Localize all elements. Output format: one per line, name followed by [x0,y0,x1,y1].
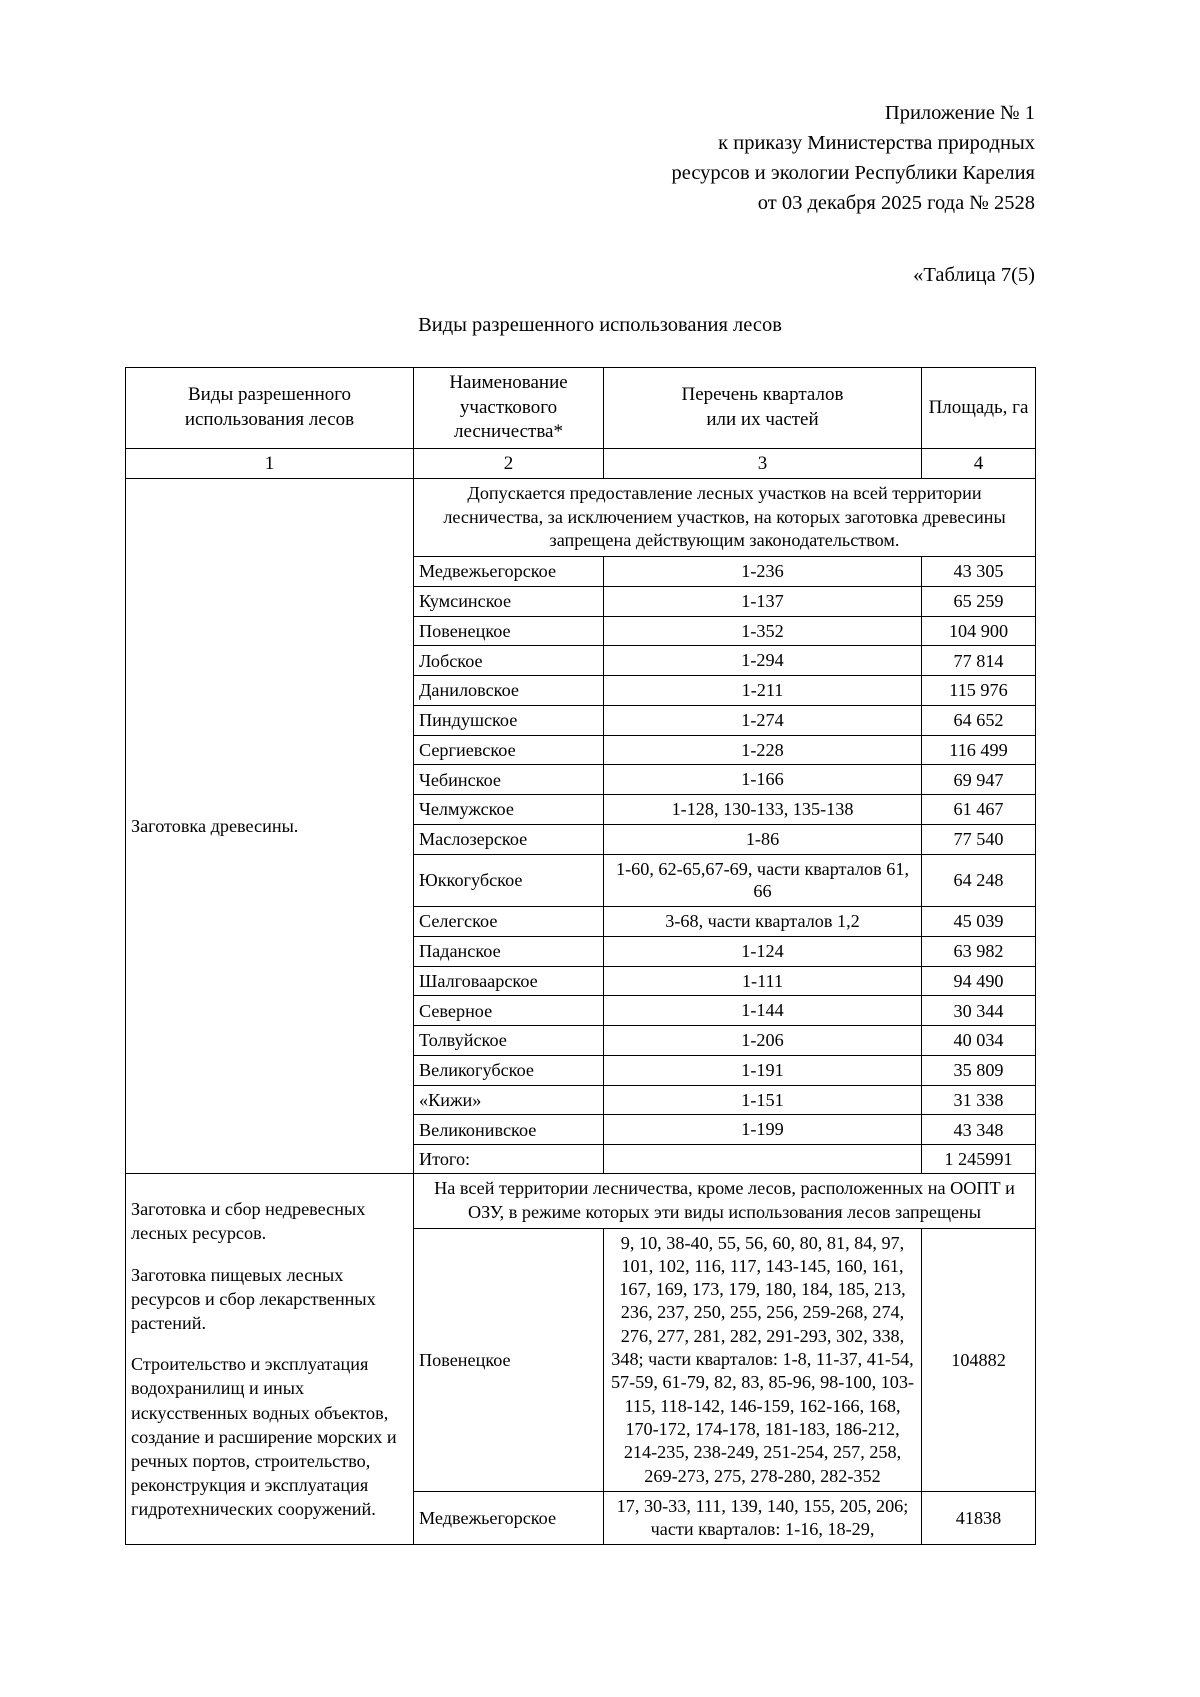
quarters-list: 1-206 [604,1026,922,1056]
forestry-name: Кумсинское [414,586,604,616]
area-value: 64 248 [922,854,1036,907]
area-value: 77 814 [922,646,1036,676]
area-value: 40 034 [922,1026,1036,1056]
table-container [0,367,1200,1546]
column-number-3: 3 [604,448,922,478]
area-value: 104 900 [922,616,1036,646]
forestry-name: Сергиевское [414,735,604,765]
total-area-value: 1 245991 [922,1145,1036,1174]
section2-note: На всей территории лесничества, кроме лесов, расположенных на ООПТ и ОЗУ, в режиме которых эти виды использования лесов запрещены [414,1174,1036,1228]
column-header-use-types-line2: использования лесов [184,408,355,430]
forestry-name: Чебинское [414,765,604,795]
table-row [126,479,1036,557]
forestry-name: Повенецкое [414,1228,604,1491]
forestry-name: Толвуйское [414,1026,604,1056]
quarters-list: 1-128, 130-133, 135-138 [604,795,922,825]
quarters-list: 1-274 [604,705,922,735]
column-header-use-types-line1: Виды разрешенного [187,384,352,406]
area-value: 116 499 [922,735,1036,765]
section1-use-type-cell [126,479,414,1174]
column-header-quarters-line2: или их частей [706,408,819,430]
quarters-list: 1-166 [604,765,922,795]
forestry-name: Паданское [414,936,604,966]
area-value: 30 344 [922,996,1036,1026]
area-value: 31 338 [922,1085,1036,1115]
quarters-list: 1-144 [604,996,922,1026]
forestry-name: «Кижи» [414,1085,604,1115]
total-quarters [604,1145,922,1174]
area-value: 64 652 [922,705,1036,735]
column-header-quarters-line1: Перечень кварталов [681,384,844,406]
forestry-name: Селегское [414,907,604,937]
table-body [126,479,1036,1545]
table-row [126,1174,1036,1228]
column-header-forestry-name-line3: лесничества* [453,421,563,443]
permitted-use-table [125,367,1036,1546]
quarters-list: 1-211 [604,676,922,706]
column-header-area: Площадь, га [922,367,1036,448]
area-value: 41838 [922,1491,1036,1545]
quarters-list: 1-124 [604,936,922,966]
forestry-name: Маслозерское [414,824,604,854]
quarters-list: 1-199 [604,1115,922,1145]
area-value: 115 976 [922,676,1036,706]
column-header-use-types [126,367,414,448]
document-header [0,0,1200,219]
table-number-label: «Таблица 7(5) [913,263,1035,286]
quarters-list: 1-111 [604,966,922,996]
header-line-ministry: ресурсов и экологии Республики Карелия [671,162,1035,185]
quarters-list: 1-228 [604,735,922,765]
quarters-list: 1-60, 62-65,67-69, части кварталов 61, 66 [604,854,922,907]
quarters-list: 17, 30-33, 111, 139, 140, 155, 205, 206; части кварталов: 1-16, 18-29, [604,1491,922,1545]
column-header-quarters [604,367,922,448]
area-value: 69 947 [922,765,1036,795]
area-value: 43 348 [922,1115,1036,1145]
column-number-4: 4 [922,448,1036,478]
area-value: 65 259 [922,586,1036,616]
forestry-name: Северное [414,996,604,1026]
quarters-list: 1-352 [604,616,922,646]
table-column-number-row [126,448,1036,478]
quarters-list: 9, 10, 38-40, 55, 56, 60, 80, 81, 84, 97, 101, 102, 116, 117, 143-145, 160, 161, 167, 169, 173, 179, 180, 184, 185, 213, 236, 237, 250, 255, 256, 259-268, 274, 276, 277, 281, 282, 291-293, 302, 338, 348; части кварталов: 1-8, 11-37, 41-54, 57-59, 61-79, 82, 83, 85-96, 98-100, 103-115, 118-142, 146-159, 162-166, 168, 170-172, 174-178, 181-183, 186-212, 214-235, 238-249, 251-254, 257, 258, 269-273, 275, 278-280, 282-352 [604,1228,922,1491]
forestry-name: Медвежьегорское [414,1491,604,1545]
section2-use-type-par2: Заготовка пищевых лесных ресурсов и сбор лекарственных растений. [131,1264,376,1333]
forestry-name: Челмужское [414,795,604,825]
column-header-forestry-name [414,367,604,448]
area-value: 63 982 [922,936,1036,966]
column-number-1: 1 [126,448,414,478]
forestry-name: Великонивское [414,1115,604,1145]
forestry-name: Великогубское [414,1055,604,1085]
total-label: Итого: [414,1145,604,1174]
forestry-name: Даниловское [414,676,604,706]
forestry-name: Повенецкое [414,616,604,646]
section2-use-type-par3: Строительство и эксплуатация водохранилищ и иных искусственных водных объектов, создание и расширение морских и речных портов, строительство, реконструкция и эксплуатация гидротехнических сооружений. [131,1354,397,1520]
section2-use-type-par1: Заготовка и сбор недревесных лесных ресурсов. [131,1199,366,1244]
quarters-list: 3-68, части кварталов 1,2 [604,907,922,937]
page-title: Виды разрешенного использования лесов [418,314,782,337]
column-number-2: 2 [414,448,604,478]
area-value: 61 467 [922,795,1036,825]
quarters-list: 1-191 [604,1055,922,1085]
forestry-name: Пиндушское [414,705,604,735]
area-value: 77 540 [922,824,1036,854]
forestry-name: Шалговаарское [414,966,604,996]
quarters-list: 1-86 [604,824,922,854]
header-line-appendix: Приложение № 1 [884,102,1035,124]
column-header-forestry-name-line2: участкового [459,396,558,418]
quarters-list: 1-151 [604,1085,922,1115]
area-value: 104882 [922,1228,1036,1491]
section1-note: Допускается предоставление лесных участков на всей территории лесничества, за исключением участков, на которых заготовка древесины запрещена действующим законодательством. [414,479,1036,557]
quarters-list: 1-236 [604,557,922,587]
column-header-forestry-name-line1: Наименование [449,371,568,393]
area-value: 35 809 [922,1055,1036,1085]
table-header-row [126,367,1036,448]
quarters-list: 1-294 [604,646,922,676]
header-line-date: от 03 декабря 2025 года № 2528 [757,192,1035,215]
section2-use-type-cell [126,1174,414,1545]
section1-use-type-label: Заготовка древесины. [131,816,299,837]
area-value: 43 305 [922,557,1036,587]
header-line-order: к приказу Министерства природных [718,132,1035,155]
forestry-name: Медвежьегорское [414,557,604,587]
quarters-list: 1-137 [604,586,922,616]
forestry-name: Лобское [414,646,604,676]
forestry-name: Юккогубское [414,854,604,907]
area-value: 45 039 [922,907,1036,937]
area-value: 94 490 [922,966,1036,996]
